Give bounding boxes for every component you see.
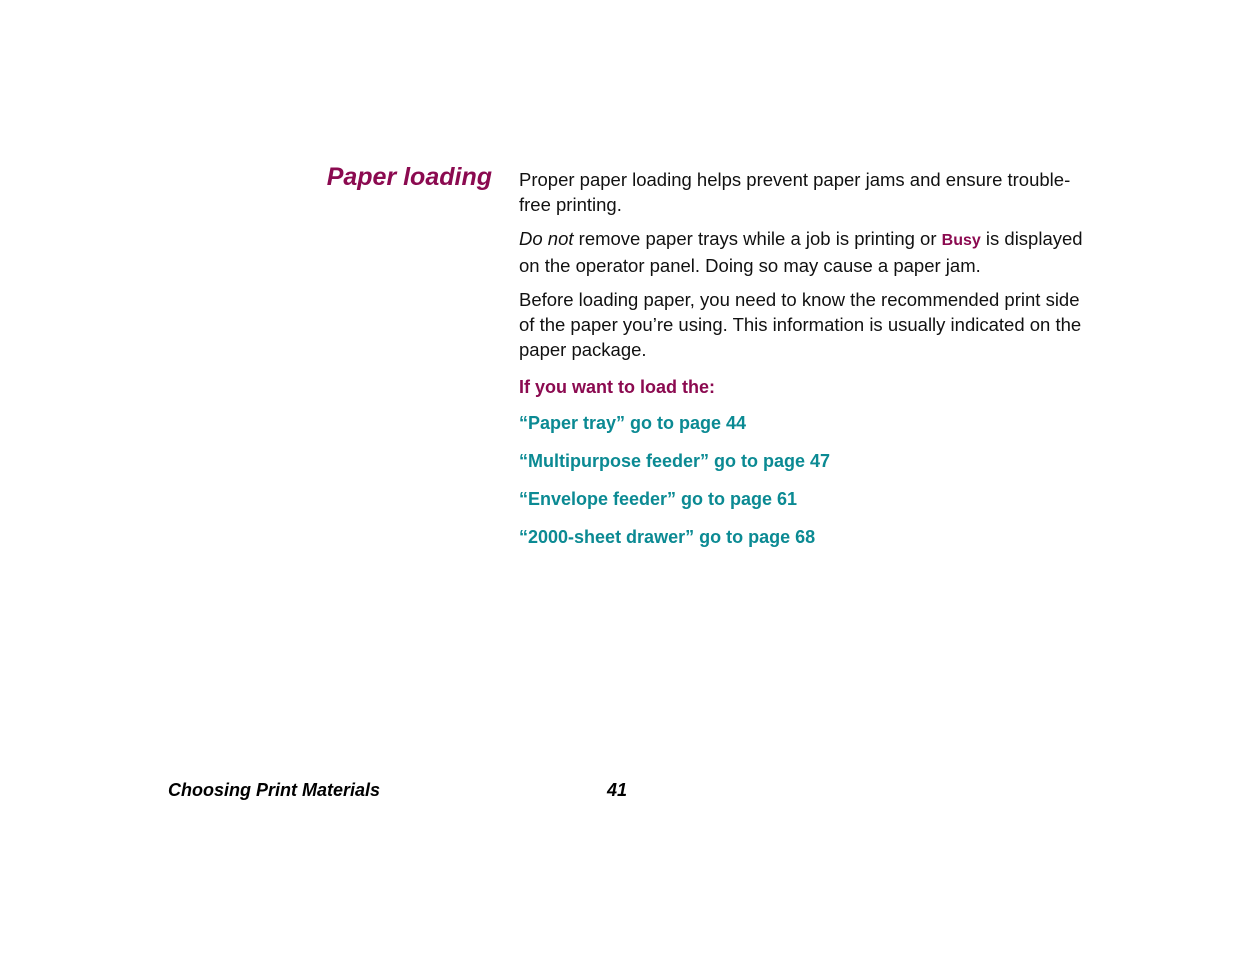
footer-chapter-title: Choosing Print Materials [168,780,381,800]
intro-paragraph: Proper paper loading helps prevent paper jams and ensure trouble-free printing. [519,169,1071,215]
busy-status-message: Busy [941,232,981,249]
warning-emphasis: Do not [519,228,574,249]
list-item [519,524,1084,552]
sheet-drawer-link[interactable]: “2000-sheet drawer” go to page 68 [519,527,816,547]
print-side-paragraph: Before loading paper, you need to know the recommended print side of the paper you’re using. This information is usually indicated on the paper package. [519,289,1082,360]
list-item [519,486,1084,514]
warning-paragraph [519,226,1084,278]
load-options-list [519,410,1084,552]
warning-text-end: is displayed on the operator panel. Doing so may cause a paper jam. [519,228,1083,276]
multipurpose-feeder-link[interactable]: “Multipurpose feeder” go to page 47 [519,451,831,471]
section-heading: Paper loading [326,163,492,191]
paper-tray-link[interactable]: “Paper tray” go to page 44 [519,413,747,433]
warning-text-start: remove paper trays while a job is printing or [573,228,942,249]
list-item [519,448,1084,476]
footer-page-number: 41 [607,780,628,800]
load-options-heading: If you want to load the: [519,377,715,397]
section-content [519,167,1084,552]
envelope-feeder-link[interactable]: “Envelope feeder” go to page 61 [519,489,798,509]
list-item [519,410,1084,438]
